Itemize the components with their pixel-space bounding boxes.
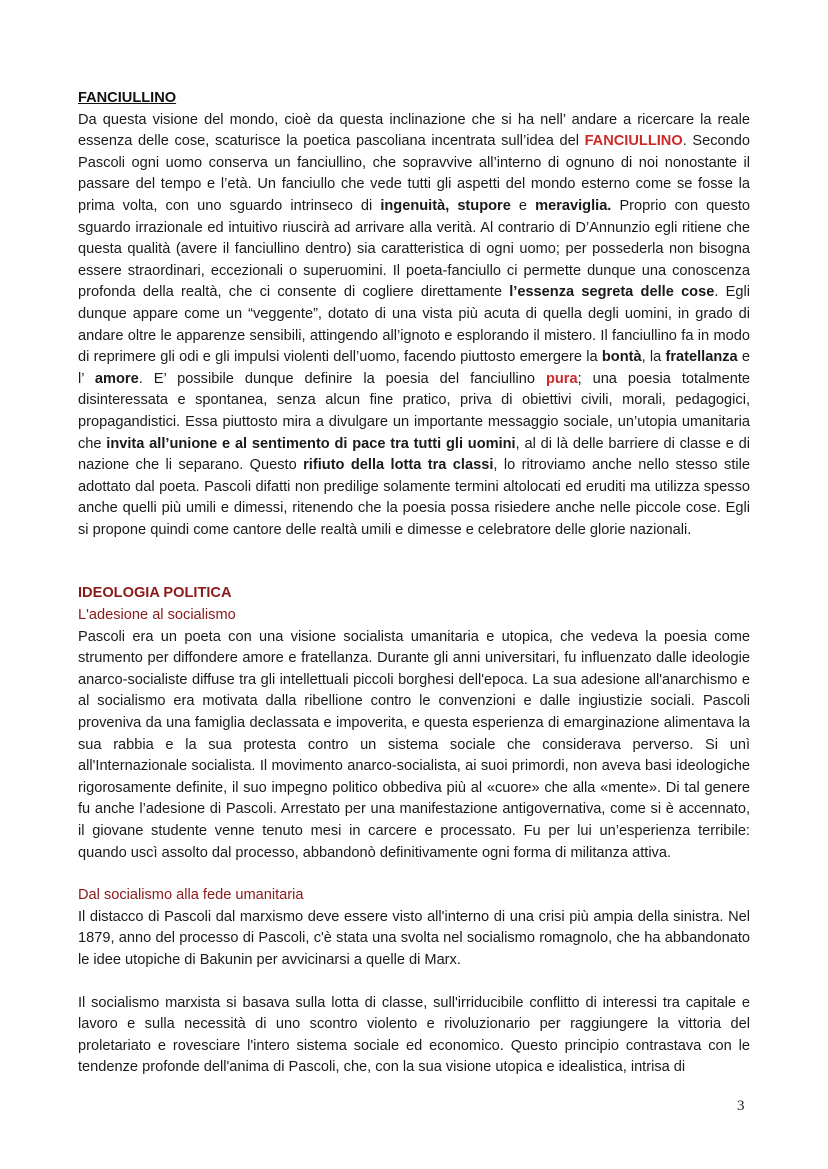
text-run: Da questa visione del mondo, cioè da questa inclinazione che si ha nell’ andare a ricercare la reale essenza delle cose, scaturisce la poetica pascoliana incentrata sull’idea del	[78, 111, 750, 150]
highlight-fanciullino: FANCIULLINO	[584, 133, 683, 150]
text-run: Proprio con questo sguardo irrazionale ed intuitivo riuscirà ad arrivare alla verità. Al contrario di D’Annunzio egli ritiene che questa qualità (avere il fanciullino dentro) sia caratteristica di ogni uomo; per possederla non bisogna essere straordinari, eccezionali o superuomini. Il poeta-fanciullo ci permette dunque una conoscenza profonda della realtà, che ci consente di cogliere direttamente	[78, 197, 750, 301]
paragraph-distacco: Il distacco di Pascoli dal marxismo deve essere visto all'interno di una crisi più ampia della sinistra. Nel 1879, anno del processo di Pascoli, c'è stata una svolta nel socialismo romagnolo, che ha abbandonato le idee utopiche di Bakunin per avvicinarsi a quelle di Marx.	[78, 908, 750, 968]
subheading-fede-umanitaria: Dal socialismo alla fede umanitaria	[78, 887, 304, 904]
text-run: ; una poesia totalmente disinteressata e spontanea, senza alcun fine pratico, priva di obiettivi civili, morali, pedagogici, propagandistici. Essa piuttosto mira a divulgare un importante messaggio sociale, un’utopia umanitaria che	[78, 370, 750, 452]
subheading-adesione: L'adesione al socialismo	[78, 607, 236, 624]
bold-term: fratellanza	[665, 349, 738, 366]
section-heading-fanciullino: FANCIULLINO	[78, 90, 177, 106]
text-run: , lo ritroviamo anche nello stesso stile adottato dal poeta. Pascoli difatti non predilige solamente termini altolocati ed eruditi ma utilizza spesso anche quelli più umili e dimessi, ritenendo che la poesia possa risiedere anche nelle piccole cose. Egli si propone quindi come cantore delle realtà umili e dimesse e celebratore delle glorie nazionali.	[78, 457, 750, 538]
section-heading-ideologia: IDEOLOGIA POLITICA	[78, 585, 232, 602]
bold-term: bontà	[601, 349, 642, 366]
text-run: , al di là delle barriere di classe e di nazione che li separano. Questo	[78, 435, 750, 474]
text-run: e l’	[78, 349, 751, 387]
paragraph-fanciullino	[78, 110, 750, 542]
paragraph-adesione: Pascoli era un poeta con una visione socialista umanitaria e utopica, che vedeva la poesia come strumento per diffondere amore e fratellanza. Durante gli anni universitari, fu influenzato dalle ideologie anarco-socialiste diffuse tra gli intellettuali piccoli borghesi dell'epoca. La sua adesione all'anarchismo e al socialismo era motivata dalla ribellione contro le convenzioni e dalle ingiustizie sociali. Pascoli proveniva da una famiglia declassata e impoverita, e questa esperienza di emarginazione alimentava la sua rabbia e la sua protesta contro un sistema sociale che considerava perverso. Si unì all'Internazionale socialista. Il movimento anarco-socialista, ai suoi primordi, non aveva basi ideologiche rigorosamente definite, il suo impegno politico obbediva più al «cuore» che alla «mente». Di tal genere fu anche l’adesione di Pascoli. Arrestato per una manifestazione antigovernativa, come si è accennato, il giovane studente venne tenuto mesi in carcere e processato. Fu per lui un’esperienza terribile: quando uscì assolto dal processo, abbandonò definitivamente ogni forma di militanza attiva.	[78, 628, 750, 861]
bold-term: amore	[94, 370, 139, 387]
text-run: e	[510, 197, 536, 214]
document-page	[78, 88, 750, 1079]
text-run: . Secondo Pascoli ogni uomo conserva un fanciullino, che sopravvive all’interno di ognuno di noi nonostante il passare del tempo e l’età. Un fanciullo che vede tutti gli aspetti del mondo esterno come se fosse la prima volta, con uno sguardo intrinseco di	[78, 133, 750, 214]
bold-term: rifiuto della lotta tra classi	[303, 457, 494, 474]
bold-term: invita all’unione e al sentimento di pace tra tutti gli uomini	[106, 435, 516, 452]
bold-term: l’essenza segreta delle cose	[509, 284, 715, 301]
text-run: . Egli dunque appare come un “veggente”, dotato di una vista più acuta di quella degli uomini, in grado di andare oltre le apparenze sensibili, attingendo all’ignoto e esplorando il mistero. Il fanciullino fa in modo di reprimere gli odi e gli impulsi violenti dell’uomo, facendo piuttosto emergere la	[78, 284, 750, 366]
highlight-pura: pura	[545, 370, 578, 387]
text-run: , la	[641, 349, 666, 366]
page-number: 3	[737, 1098, 745, 1114]
paragraph-socialismo-marxista: Il socialismo marxista si basava sulla lotta di classe, sull'irriducibile conflitto di interessi tra capitale e lavoro e sulla necessità di uno scontro violento e rivoluzionario per raggiungere la vittoria del proletariato e rovesciare l'intero sistema sociale ed economico. Questo principio contrastava con le tendenze profonde dell'anima di Pascoli, che, con la sua visione utopica e idealistica, intrisa di	[78, 994, 750, 1076]
bold-term: ingenuità, stupore	[380, 197, 511, 214]
bold-term: meraviglia.	[535, 197, 612, 214]
text-run: . E’ possibile dunque definire la poesia del fanciullino	[138, 370, 546, 387]
